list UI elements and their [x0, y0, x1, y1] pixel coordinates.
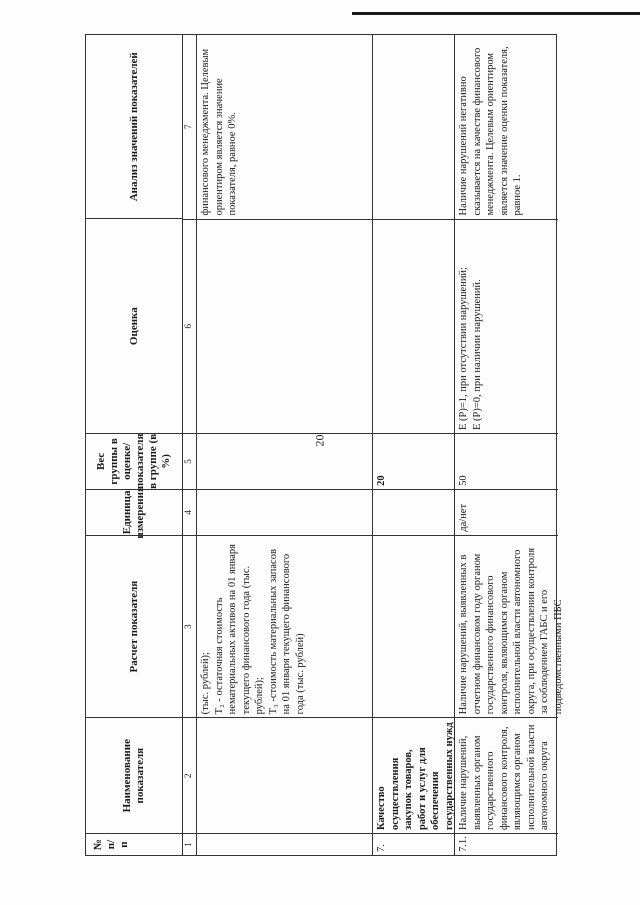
table-header-row: [86, 35, 183, 855]
cell-empty: [373, 535, 454, 718]
cell-weight: 20: [373, 433, 454, 489]
score-line-1: Е (Р)=1, при отсутствии нарушений;: [458, 267, 469, 430]
index-cell: 3: [183, 535, 196, 718]
cell-empty: [197, 717, 372, 833]
header-calc: Расчет показателя: [86, 535, 182, 717]
cell-empty: [197, 433, 372, 489]
cell-weight: 50: [455, 433, 558, 489]
cell-score: [455, 219, 558, 433]
cell-empty: [197, 489, 372, 535]
cell-name: Качество осуществления закупок товаров, работ и услуг для обеспечения государственных нужд: [373, 717, 454, 833]
header-analysis: Анализ значений показателей: [127, 52, 140, 202]
table-row-continuation: [197, 35, 373, 855]
index-cell: 4: [183, 489, 196, 535]
score-line-2: Е (Р)=0, при наличии нарушений.: [471, 279, 483, 430]
index-cell: 1: [183, 833, 196, 855]
cell-empty: [373, 35, 454, 219]
indicators-table: [85, 34, 564, 856]
scan-edge-line: [352, 12, 640, 15]
index-cell: 6: [183, 219, 196, 433]
table-row-7-1: [455, 35, 564, 855]
index-cell: 2: [183, 717, 196, 833]
header-name: Наименование показателя: [86, 717, 182, 833]
header-weight: Вес группы в оценке/ показателя в группе (в %): [86, 433, 182, 489]
cell-analysis: Наличие нарушений негативно сказывается на качестве финансового менеджмента. Целевым ориентиром является значение оценки показателя, равное 1.: [458, 46, 523, 216]
index-cell: 5: [183, 433, 196, 489]
page-number: 20: [312, 434, 327, 447]
cell-calc-continuation: (тыс. рублей); Т₂ - остаточная стоимость нематериальных активов на 01 января текущего финансового года (тыс. рублей); Т₃ -стоимость материальных запасов на 01 января текущего финансового года (тыс. рублей): [197, 535, 372, 718]
header-unit: Единица измерения: [86, 489, 182, 535]
cell-unit: да/нет: [455, 489, 558, 535]
cell-empty: [373, 219, 454, 433]
column-index-row: [183, 35, 197, 855]
cell-empty: [197, 833, 372, 855]
cell-calc: Наличие нарушений, выявленных в отчетном финансовом году органом государственного финансового контроля, являющимся органом исполнительной власти автономного округа, при осуществлении контроля за соблюдением ГАБС и его подведомственными ПБС: [455, 535, 558, 718]
cell-empty: [373, 489, 454, 535]
index-cell: 7: [184, 124, 194, 130]
cell-name: Наличие нарушений, выявленных органом государственного финансового контроля, являющимся органом исполнительной власти автономного округа: [455, 717, 558, 833]
cell-num: 7.1.: [455, 833, 558, 855]
header-score: Оценка: [86, 218, 182, 432]
cell-num: 7.: [373, 833, 454, 855]
cell-analysis-continuation: финансового менеджмента. Целевым ориентиром является значение показателя, равное 0%.: [200, 48, 238, 216]
cell-empty: [197, 219, 372, 433]
header-num: № п/п: [86, 833, 182, 855]
table-row-7: [373, 35, 455, 855]
